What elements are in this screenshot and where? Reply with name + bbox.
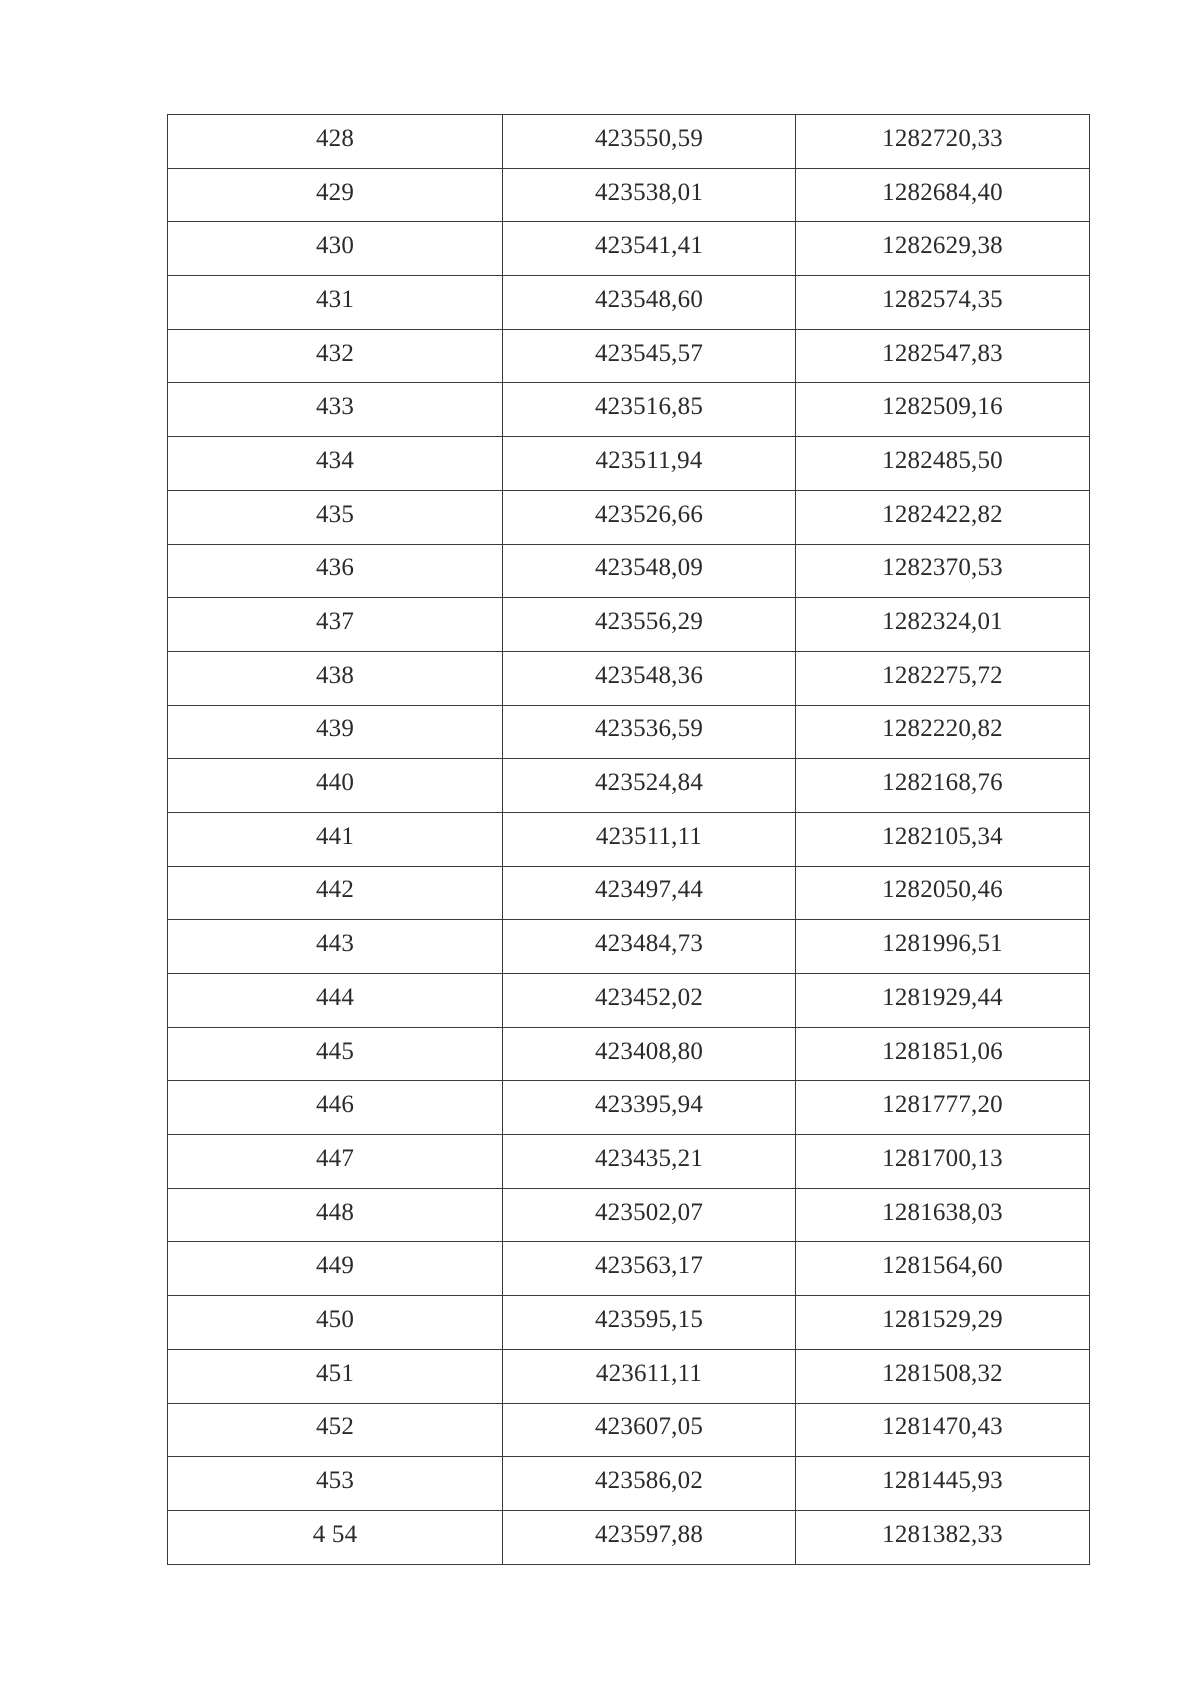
x-coordinate-cell	[503, 1296, 796, 1350]
y-coordinate-cell	[796, 1027, 1090, 1081]
y-coordinate-cell	[796, 1296, 1090, 1350]
cell-text: 434	[315, 446, 355, 474]
y-coordinate-cell	[796, 544, 1090, 598]
table-row	[168, 1188, 1090, 1242]
x-coordinate-cell	[503, 437, 796, 491]
cell-text: 1281470,43	[882, 1413, 1003, 1441]
cell-text: 4 54	[312, 1520, 358, 1548]
cell-text: 453	[315, 1467, 355, 1495]
table-row	[168, 866, 1090, 920]
cell-text: 423538,01	[594, 178, 704, 206]
cell-text: 1281382,33	[882, 1520, 1003, 1548]
point-number-cell	[168, 866, 503, 920]
y-coordinate-cell	[796, 866, 1090, 920]
point-number-cell	[168, 1296, 503, 1350]
cell-text: 423526,66	[594, 500, 704, 528]
cell-text: 423536,59	[594, 715, 704, 743]
y-coordinate-cell	[796, 329, 1090, 383]
x-coordinate-cell	[503, 1135, 796, 1189]
y-coordinate-cell	[796, 1349, 1090, 1403]
x-coordinate-cell	[503, 920, 796, 974]
cell-text: 1281929,44	[882, 983, 1003, 1011]
cell-text: 423607,05	[594, 1413, 704, 1441]
y-coordinate-cell	[796, 759, 1090, 813]
y-coordinate-cell	[796, 168, 1090, 222]
cell-text: 428	[315, 124, 355, 152]
point-number-cell	[168, 974, 503, 1028]
cell-text: 447	[315, 1144, 355, 1172]
cell-text: 432	[315, 339, 355, 367]
cell-text: 442	[315, 876, 355, 904]
cell-text: 1282422,82	[882, 500, 1003, 528]
cell-text: 449	[315, 1252, 355, 1280]
cell-text: 423595,15	[594, 1305, 704, 1333]
cell-text: 1281851,06	[882, 1037, 1003, 1065]
cell-text: 1281638,03	[882, 1198, 1003, 1226]
y-coordinate-cell	[796, 1135, 1090, 1189]
cell-text: 445	[315, 1037, 355, 1065]
cell-text: 443	[315, 930, 355, 958]
point-number-cell	[168, 1349, 503, 1403]
y-coordinate-cell	[796, 1510, 1090, 1564]
cell-text: 423550,59	[594, 124, 704, 152]
table-row	[168, 383, 1090, 437]
x-coordinate-cell	[503, 598, 796, 652]
cell-text: 1282050,46	[882, 876, 1003, 904]
cell-text: 423548,09	[594, 554, 704, 582]
y-coordinate-cell	[796, 1081, 1090, 1135]
cell-text: 423497,44	[594, 876, 704, 904]
cell-text: 1281508,32	[882, 1359, 1003, 1387]
x-coordinate-cell	[503, 1403, 796, 1457]
cell-text: 444	[315, 983, 355, 1011]
table-row	[168, 812, 1090, 866]
point-number-cell	[168, 1457, 503, 1511]
table-row	[168, 222, 1090, 276]
cell-text: 436	[315, 554, 355, 582]
x-coordinate-cell	[503, 1349, 796, 1403]
cell-text: 423511,11	[595, 822, 703, 850]
cell-text: 1282574,35	[882, 285, 1003, 313]
x-coordinate-cell	[503, 974, 796, 1028]
x-coordinate-cell	[503, 1242, 796, 1296]
point-number-cell	[168, 490, 503, 544]
table-row	[168, 329, 1090, 383]
cell-text: 1282370,53	[882, 554, 1003, 582]
cell-text: 423511,94	[595, 446, 703, 474]
cell-text: 451	[315, 1359, 355, 1387]
point-number-cell	[168, 1135, 503, 1189]
x-coordinate-cell	[503, 759, 796, 813]
table-row	[168, 705, 1090, 759]
cell-text: 1282629,38	[882, 232, 1003, 260]
cell-text: 448	[315, 1198, 355, 1226]
table-row	[168, 920, 1090, 974]
table-row	[168, 598, 1090, 652]
y-coordinate-cell	[796, 705, 1090, 759]
x-coordinate-cell	[503, 866, 796, 920]
x-coordinate-cell	[503, 1457, 796, 1511]
x-coordinate-cell	[503, 1027, 796, 1081]
y-coordinate-cell	[796, 1188, 1090, 1242]
x-coordinate-cell	[503, 115, 796, 169]
table-row	[168, 651, 1090, 705]
cell-text: 450	[315, 1305, 355, 1333]
cell-text: 431	[315, 285, 355, 313]
y-coordinate-cell	[796, 276, 1090, 330]
cell-text: 423611,11	[595, 1359, 703, 1387]
cell-text: 441	[315, 822, 355, 850]
table-row	[168, 168, 1090, 222]
point-number-cell	[168, 920, 503, 974]
cell-text: 423452,02	[594, 983, 704, 1011]
point-number-cell	[168, 168, 503, 222]
x-coordinate-cell	[503, 1188, 796, 1242]
x-coordinate-cell	[503, 490, 796, 544]
point-number-cell	[168, 222, 503, 276]
cell-text: 1282509,16	[882, 393, 1003, 421]
cell-text: 1282684,40	[882, 178, 1003, 206]
point-number-cell	[168, 1027, 503, 1081]
y-coordinate-cell	[796, 383, 1090, 437]
y-coordinate-cell	[796, 222, 1090, 276]
y-coordinate-cell	[796, 651, 1090, 705]
point-number-cell	[168, 1403, 503, 1457]
point-number-cell	[168, 276, 503, 330]
table-row	[168, 276, 1090, 330]
cell-text: 430	[315, 232, 355, 260]
table-row	[168, 1135, 1090, 1189]
cell-text: 423586,02	[594, 1467, 704, 1495]
cell-text: 429	[315, 178, 355, 206]
cell-text: 1281564,60	[882, 1252, 1003, 1280]
x-coordinate-cell	[503, 1510, 796, 1564]
coordinate-table	[167, 114, 1090, 1565]
y-coordinate-cell	[796, 1457, 1090, 1511]
y-coordinate-cell	[796, 437, 1090, 491]
x-coordinate-cell	[503, 329, 796, 383]
y-coordinate-cell	[796, 490, 1090, 544]
x-coordinate-cell	[503, 383, 796, 437]
cell-text: 1281529,29	[882, 1305, 1003, 1333]
point-number-cell	[168, 759, 503, 813]
point-number-cell	[168, 115, 503, 169]
cell-text: 433	[315, 393, 355, 421]
y-coordinate-cell	[796, 1242, 1090, 1296]
cell-text: 1281445,93	[882, 1467, 1003, 1495]
cell-text: 423556,29	[594, 608, 704, 636]
cell-text: 1282220,82	[882, 715, 1003, 743]
cell-text: 440	[315, 769, 355, 797]
cell-text: 452	[315, 1413, 355, 1441]
cell-text: 423541,41	[594, 232, 704, 260]
cell-text: 1282485,50	[882, 446, 1003, 474]
table-row	[168, 1349, 1090, 1403]
table-row	[168, 115, 1090, 169]
cell-text: 437	[315, 608, 355, 636]
point-number-cell	[168, 383, 503, 437]
x-coordinate-cell	[503, 168, 796, 222]
point-number-cell	[168, 1242, 503, 1296]
cell-text: 1282168,76	[882, 769, 1003, 797]
cell-text: 1281700,13	[882, 1144, 1003, 1172]
cell-text: 1282105,34	[882, 822, 1003, 850]
table-row	[168, 1242, 1090, 1296]
cell-text: 1282324,01	[882, 608, 1003, 636]
cell-text: 446	[315, 1091, 355, 1119]
table-row	[168, 974, 1090, 1028]
cell-text: 423524,84	[594, 769, 704, 797]
x-coordinate-cell	[503, 705, 796, 759]
x-coordinate-cell	[503, 651, 796, 705]
table-row	[168, 1403, 1090, 1457]
cell-text: 423597,88	[594, 1520, 704, 1548]
cell-text: 423435,21	[594, 1144, 704, 1172]
table-row	[168, 1081, 1090, 1135]
x-coordinate-cell	[503, 276, 796, 330]
x-coordinate-cell	[503, 222, 796, 276]
point-number-cell	[168, 812, 503, 866]
cell-text: 1281777,20	[882, 1091, 1003, 1119]
x-coordinate-cell	[503, 544, 796, 598]
y-coordinate-cell	[796, 1403, 1090, 1457]
cell-text: 1282547,83	[882, 339, 1003, 367]
coordinate-table-body	[168, 115, 1090, 1565]
y-coordinate-cell	[796, 598, 1090, 652]
table-row	[168, 490, 1090, 544]
cell-text: 423548,36	[594, 661, 704, 689]
cell-text: 1282275,72	[882, 661, 1003, 689]
y-coordinate-cell	[796, 812, 1090, 866]
y-coordinate-cell	[796, 920, 1090, 974]
point-number-cell	[168, 1510, 503, 1564]
cell-text: 423516,85	[594, 393, 704, 421]
cell-text: 423408,80	[594, 1037, 704, 1065]
table-row	[168, 1296, 1090, 1350]
point-number-cell	[168, 437, 503, 491]
cell-text: 423484,73	[594, 930, 704, 958]
y-coordinate-cell	[796, 974, 1090, 1028]
point-number-cell	[168, 329, 503, 383]
cell-text: 423502,07	[594, 1198, 704, 1226]
cell-text: 438	[315, 661, 355, 689]
table-row	[168, 759, 1090, 813]
cell-text: 1282720,33	[882, 124, 1003, 152]
cell-text: 1281996,51	[882, 930, 1003, 958]
y-coordinate-cell	[796, 115, 1090, 169]
point-number-cell	[168, 651, 503, 705]
point-number-cell	[168, 1188, 503, 1242]
cell-text: 423563,17	[594, 1252, 704, 1280]
x-coordinate-cell	[503, 1081, 796, 1135]
x-coordinate-cell	[503, 812, 796, 866]
cell-text: 435	[315, 500, 355, 528]
point-number-cell	[168, 1081, 503, 1135]
point-number-cell	[168, 544, 503, 598]
table-row	[168, 1027, 1090, 1081]
cell-text: 423395,94	[594, 1091, 704, 1119]
table-row	[168, 437, 1090, 491]
point-number-cell	[168, 705, 503, 759]
table-row	[168, 1510, 1090, 1564]
cell-text: 423545,57	[594, 339, 704, 367]
cell-text: 423548,60	[594, 285, 704, 313]
table-row	[168, 1457, 1090, 1511]
table-row	[168, 544, 1090, 598]
cell-text: 439	[315, 715, 355, 743]
point-number-cell	[168, 598, 503, 652]
